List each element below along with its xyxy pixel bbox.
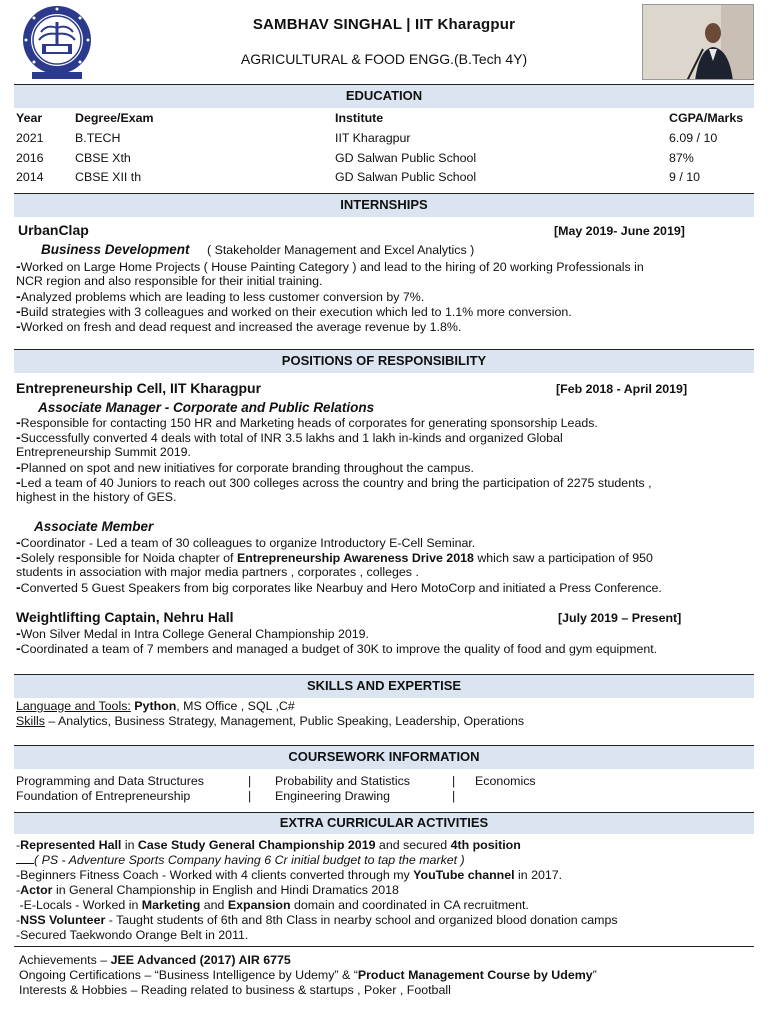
list-item: Analyzed problems which are leading to less customer conversion by 7%. (20, 290, 425, 304)
text-run: ” (592, 968, 597, 982)
course-item: Foundation of Entrepreneurship (16, 789, 191, 803)
text-run: Achievements – (19, 953, 111, 967)
bold-run: 4th position (450, 838, 521, 852)
iit-kharagpur-logo (14, 4, 100, 80)
table-row (16, 170, 756, 188)
course-item: Engineering Drawing (275, 789, 391, 803)
education-heading: EDUCATION (14, 84, 754, 108)
extra-points: -Represented Hall in Case Study General Championship 2019 and secured 4th position ( PS - Adventure Sports Company having 6 Cr initial budget to tap the market ) -Beginners Fitness Coach - Worked with 4 clients converted through my YouTube channel in 2017. -Actor in General Championship in English and Hindi Dramatics 2018 -E-Locals - Worked in Marketing and Expansion domain and coordinated in CA recruitment. -NSS Volunteer - Taught students of 6th and 8th Class in nearby school and organized blood donation camps -Secured Taekwondo Orange Belt in 2011. (16, 838, 618, 942)
list-item: students in association with major media partners , corporates , colleges . (16, 565, 419, 579)
text-run: - Taught students of 6th and 8th Class in nearby school and organized blood donation camps (105, 913, 618, 927)
cell-year: 2021 (16, 131, 44, 145)
text-run: and secured (375, 838, 451, 852)
list-item: Build strategies with 3 colleagues and worked on their execution which led to 1.1% more conversion. (20, 305, 572, 319)
role-title: Associate Manager - Corporate and Public Relations (38, 400, 375, 415)
text-run: which saw a participation of 950 (473, 551, 653, 565)
role1-points: -Responsible for contacting 150 HR and Marketing heads of corporates for generating sponsorship Leads. -Successfully converted 4 deals with total of INR 3.5 lakhs and 1 lakh in-kinds and organized Global Entrepreneurship Summit 2019. -Planned on spot and new initiatives for corporate branding throughout the campus. -Led a team of 40 Juniors to reach out 300 colleges across the country and bring the participation of 2275 students , highest in the history of GES. (16, 414, 652, 504)
list-item: Worked on Large Home Projects ( House Painting Category ) and lead to the hiring of 20 working Professionals in (20, 260, 644, 274)
text-run: and (200, 898, 228, 912)
cell-institute: GD Salwan Public School (335, 170, 477, 184)
text-run: E-Locals - Worked in (23, 898, 142, 912)
col-year: Year (16, 111, 43, 125)
course-item: Programming and Data Structures (16, 774, 205, 788)
bold-run: Expansion (227, 898, 291, 912)
education-header-row (16, 111, 756, 129)
list-item: highest in the history of GES. (16, 490, 177, 504)
footer-block (19, 953, 759, 998)
internships-heading: INTERNSHIPS (14, 193, 754, 217)
department-degree: AGRICULTURAL & FOOD ENGG.(B.Tech 4Y) (240, 51, 528, 67)
divider (14, 946, 754, 947)
role1-title (38, 400, 768, 416)
course-separator: | (452, 789, 456, 803)
role-title: Associate Member (34, 519, 154, 534)
course-item: Economics (475, 774, 536, 788)
skills-label: Skills (16, 714, 45, 728)
org-name: UrbanClap (18, 222, 89, 238)
role2-points: -Coordinator - Led a team of 30 colleagues to organize Introductory E-Cell Seminar. -Solely responsible for Noida chapter of Entrepreneurship Awareness Drive 2018 which saw a participation of 950 students in association with major media partners , corporates , colleges . -Converted 5 Guest Speakers from big corporates like Nearbuy and Hero MotoCorp and initiated a Press Conference. (16, 534, 662, 595)
list-item: Converted 5 Guest Speakers from big corporates like Nearbuy and Hero MotoCorp and initiated a Press Conference. (20, 581, 662, 595)
list-item: Won Silver Medal in Intra College General Championship 2019. (20, 627, 369, 641)
skills-block (16, 699, 756, 729)
org-name: Entrepreneurship Cell, IIT Kharagpur (16, 380, 262, 396)
bold-run: NSS Volunteer (20, 913, 106, 927)
col-institute: Institute (335, 111, 384, 125)
list-item: Led a team of 40 Juniors to reach out 300 colleges across the country and bring the participation of 2275 students , (20, 476, 652, 490)
col-degree: Degree/Exam (75, 111, 154, 125)
bold-run: Entrepreneurship Awareness Drive 2018 (236, 551, 474, 565)
skills-rest: – Analytics, Business Strategy, Management, Public Speaking, Leadership, Operations (44, 714, 525, 728)
cell-degree: CBSE Xth (75, 151, 131, 165)
lang-bold: Python (134, 699, 177, 713)
text-run: in 2017. (514, 868, 563, 882)
table-row (16, 151, 756, 169)
list-item: Secured Taekwondo Orange Belt in 2011. (20, 928, 249, 942)
list-item: Planned on spot and new initiatives for corporate branding throughout the campus. (20, 461, 474, 475)
extra-heading: EXTRA CURRICULAR ACTIVITIES (14, 812, 754, 834)
text-run: domain and coordinated in CA recruitment. (290, 898, 529, 912)
por-heading: POSITIONS OF RESPONSIBILITY (14, 349, 754, 373)
skills-heading: SKILLS AND EXPERTISE (14, 674, 754, 698)
bold-run: Actor (20, 883, 53, 897)
table-row (16, 131, 756, 149)
org-name: Weightlifting Captain, Nehru Hall (16, 609, 234, 625)
list-item: Coordinated a team of 7 members and managed a budget of 30K to improve the quality of food and gym equipment. (20, 642, 658, 656)
course-separator: | (452, 774, 456, 788)
course-separator: | (248, 789, 252, 803)
list-item: Responsible for contacting 150 HR and Marketing heads of corporates for generating sponsorship Leads. (20, 416, 598, 430)
cell-year: 2016 (16, 151, 44, 165)
lang-rest: , MS Office , SQL ,C# (176, 699, 295, 713)
weightlifting-dates: [July 2019 – Present] (558, 611, 682, 625)
internship-points: -Worked on Large Home Projects ( House Painting Category ) and lead to the hiring of 20 working Professionals in NCR region and also responsible for their initial training. -Analyzed problems which are leading to less customer conversion by 7%. -Build strategies with 3 colleagues and worked on their execution which led to 1.1% more conversion. -Worked on fresh and dead request and increased the average revenue by 1.8%. (16, 258, 644, 334)
profile-photo (642, 4, 754, 80)
course-separator: | (248, 774, 252, 788)
cell-institute: IIT Kharagpur (335, 131, 411, 145)
cell-institute: GD Salwan Public School (335, 151, 477, 165)
lang-label: Language and Tools: (16, 699, 131, 713)
text-run: in (121, 838, 138, 852)
text-run: in General Championship in English and Hindi Dramatics 2018 (52, 883, 399, 897)
cell-cgpa: 9 / 10 (669, 170, 701, 184)
bold-run: Represented Hall (20, 838, 122, 852)
text-run: Ongoing Certifications – “Business Intelligence by Udemy” & “ (19, 968, 358, 982)
internship-dates: [May 2019- June 2019] (554, 224, 685, 238)
candidate-name: SAMBHAV SINGHAL | IIT Kharagpur (252, 16, 516, 33)
bold-run: JEE Advanced (2017) AIR 6775 (110, 953, 291, 967)
role2-title (34, 519, 768, 535)
col-cgpa: CGPA/Marks (669, 111, 744, 125)
text-run: Beginners Fitness Coach - Worked with 4 clients converted through my (20, 868, 414, 882)
list-item: Worked on fresh and dead request and increased the average revenue by 1.8%. (20, 320, 462, 334)
role-title: Business Development (41, 242, 190, 257)
cell-degree: CBSE XII th (75, 170, 142, 184)
list-item: ( PS - Adventure Sports Company having 6 Cr initial budget to tap the market ) (34, 853, 465, 867)
cell-year: 2014 (16, 170, 44, 184)
bold-run: Marketing (141, 898, 201, 912)
cell-cgpa: 87% (669, 151, 694, 165)
internship-role-line (41, 242, 768, 258)
coursework-heading: COURSEWORK INFORMATION (14, 745, 754, 769)
ecell-dates: [Feb 2018 - April 2019] (556, 382, 688, 396)
list-item: Entrepreneurship Summit 2019. (16, 445, 191, 459)
course-item: Probability and Statistics (275, 774, 410, 788)
list-item: Successfully converted 4 deals with total of INR 3.5 lakhs and 1 lakh in-kinds and organized Global (20, 431, 563, 445)
role-note: ( Stakeholder Management and Excel Analytics ) (207, 243, 475, 257)
cell-cgpa: 6.09 / 10 (669, 131, 718, 145)
list-item: NCR region and also responsible for their initial training. (16, 274, 323, 288)
bold-run: Case Study General Championship 2019 (137, 838, 376, 852)
list-item: Coordinator - Led a team of 30 colleagues to organize Introductory E-Cell Seminar. (20, 536, 476, 550)
text-run: Solely responsible for Noida chapter of (20, 551, 237, 565)
cell-degree: B.TECH (75, 131, 121, 145)
interests-line: Interests & Hobbies – Reading related to business & startups , Poker , Football (19, 983, 451, 997)
bold-run: YouTube channel (413, 868, 515, 882)
bold-run: Product Management Course by Udemy (357, 968, 593, 982)
weightlifting-points: -Won Silver Medal in Intra College General Championship 2019. -Coordinated a team of 7 members and managed a budget of 30K to improve the quality of food and gym equipment. (16, 625, 658, 656)
